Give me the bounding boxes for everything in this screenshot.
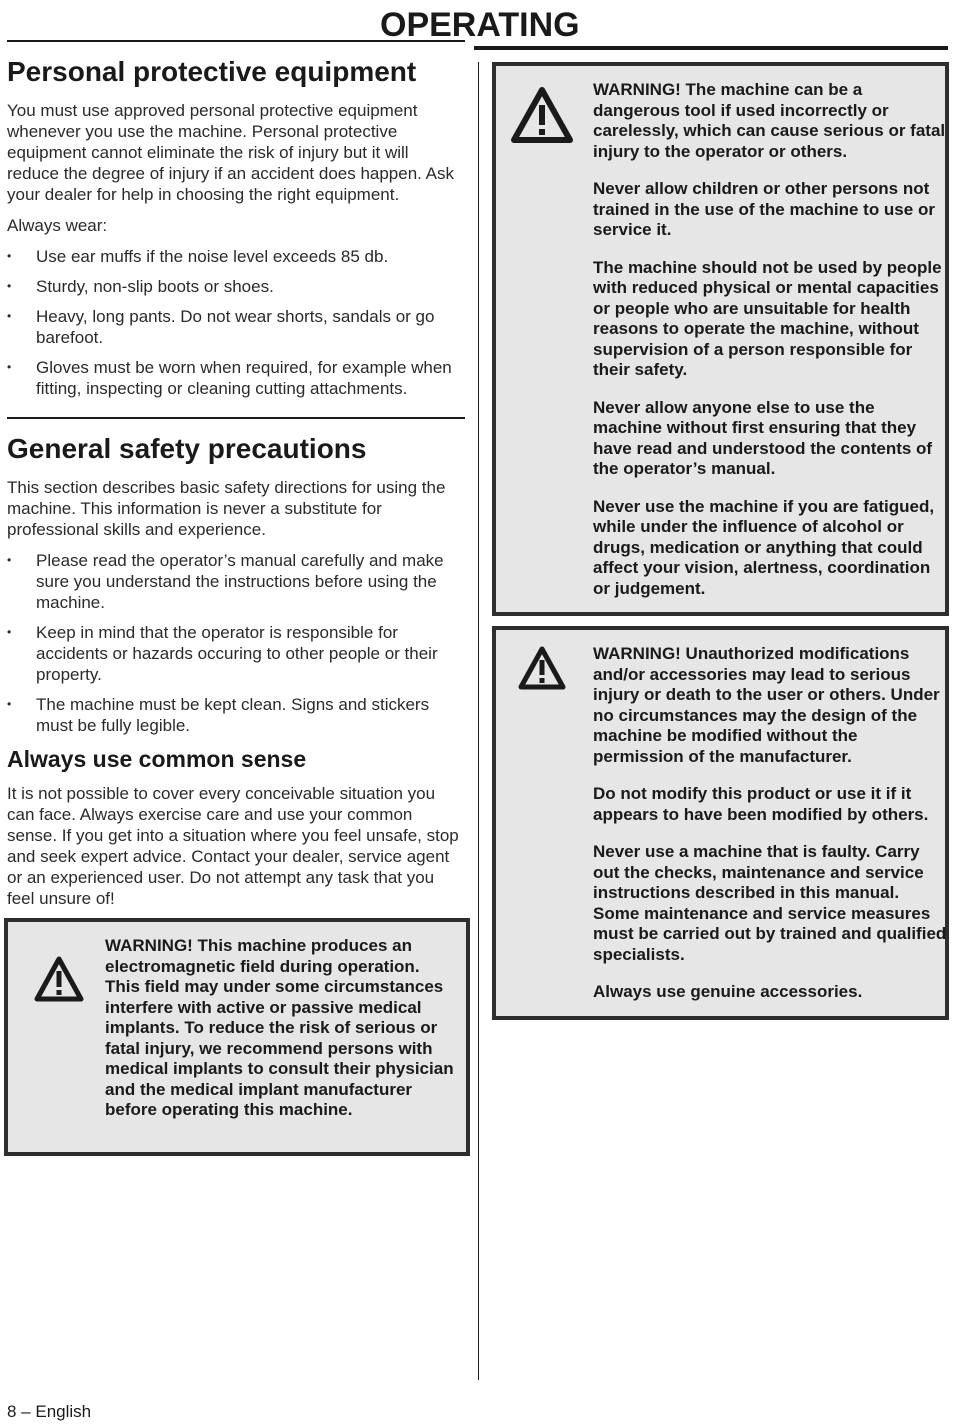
list-item: • Heavy, long pants. Do not wear shorts, sandals or go barefoot. — [7, 306, 465, 348]
warning-paragraph: WARNING! The machine can be a dangerous tool if used incorrectly or carelessly, which can cause serious or fatal injury to the operator or others. — [593, 80, 946, 161]
general-safety-intro: This section describes basic safety directions for using the machine. This information is never a substitute for professional skills and experience. — [7, 478, 446, 539]
warning-box-electromagnetic — [4, 918, 470, 1156]
warning-text — [593, 644, 947, 1020]
warning-triangle-icon — [34, 956, 84, 1007]
warning-paragraph: Never use the machine if you are fatigued, while under the influence of alcohol or drugs, medication or anything that could affect your vision, alertness, coordination or judgement. — [593, 496, 935, 598]
warning-paragraph: Never allow anyone else to use the machine without first ensuring that they have read and understood the contents of the operator’s manual. — [593, 397, 933, 478]
ppe-list — [7, 246, 465, 399]
warning-paragraph: WARNING! This machine produces an electromagnetic field during operation. This field may under some circumstances interfere with active or passive medical implants. To reduce the risk of serious or fatal injury, we recommend persons with medical implants to consult their physician and the medical implant manufacturer before operating this machine. — [105, 936, 454, 1119]
common-sense-text: It is not possible to cover every conceivable situation you can face. Always exercise care and use your common sense. If you get into a situation where you feel unsafe, stop and seek expert advice. Contact your dealer, service agent or an experienced user. Do not attempt any task that you feel unsure of! — [7, 784, 459, 908]
list-item: • Please read the operator’s manual carefully and make sure you understand the instructions before using the machine. — [7, 550, 465, 613]
warning-text — [593, 80, 947, 616]
warning-triangle-icon — [518, 646, 566, 695]
warning-paragraph: Always use genuine accessories. — [593, 982, 863, 1001]
warning-triangle-icon — [510, 86, 574, 149]
list-item: • Gloves must be worn when required, for example when fitting, inspecting or cleaning cutting attachments. — [7, 357, 465, 399]
header-rule — [474, 46, 948, 50]
warning-text — [105, 936, 459, 1138]
column-divider — [478, 62, 479, 1380]
warning-paragraph: Do not modify this product or use it if it appears to have been modified by others. — [593, 784, 929, 824]
always-wear-label: Always wear: — [7, 216, 108, 235]
ppe-heading: Personal protective equipment — [7, 40, 465, 88]
left-column — [7, 40, 465, 919]
ppe-intro: You must use approved personal protective equipment whenever you use the machine. Personal protective equipment cannot eliminate the risk of injury but it will reduce the degree of injury if an accident does happen. Ask your dealer for help in choosing the right equipment. — [7, 101, 455, 204]
common-sense-heading: Always use common sense — [7, 746, 307, 772]
warning-box-modifications — [492, 626, 949, 1020]
general-safety-list — [7, 550, 465, 736]
warning-paragraph: Never allow children or other persons not trained in the use of the machine to use or service it. — [593, 179, 935, 239]
warning-paragraph: WARNING! Unauthorized modifications and/or accessories may lead to serious injury or death to the user or others. Under no circumstances may the design of the machine be modified without the permission of the manufacturer. — [593, 644, 940, 766]
page-number: 8 – English — [7, 1402, 92, 1421]
list-item: • The machine must be kept clean. Signs and stickers must be fully legible. — [7, 694, 465, 736]
list-item: • Keep in mind that the operator is responsible for accidents or hazards occuring to other people or their property. — [7, 622, 465, 685]
warning-box-dangerous-tool — [492, 62, 949, 616]
list-item: • Sturdy, non-slip boots or shoes. — [7, 276, 465, 297]
general-safety-heading: General safety precautions — [7, 417, 465, 465]
warning-paragraph: Never use a machine that is faulty. Carry out the checks, maintenance and service instructions described in this manual. Some maintenance and service measures must be carried out by trained and qualified specialists. — [593, 842, 947, 964]
list-item: • Use ear muffs if the noise level exceeds 85 db. — [7, 246, 465, 267]
page-section-title: OPERATING — [380, 6, 580, 44]
warning-paragraph: The machine should not be used by people with reduced physical or mental capacities or people who are unsuitable for health reasons to operate the machine, without supervision of a person responsible for their safety. — [593, 257, 942, 379]
